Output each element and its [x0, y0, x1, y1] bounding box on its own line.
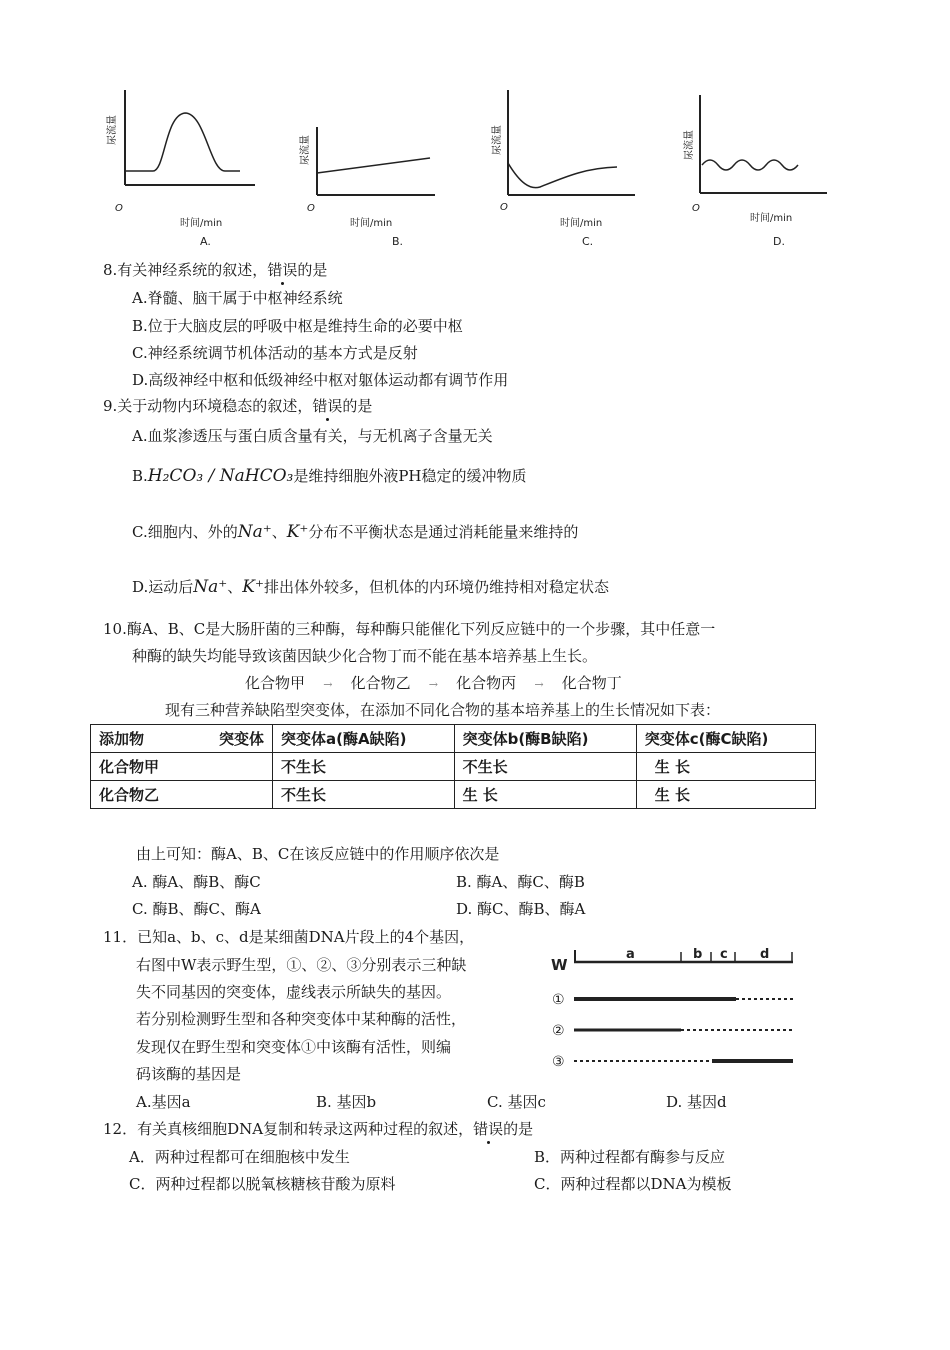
table-header: 突变体c(酶C缺陷)	[636, 725, 815, 753]
q9-option-d[interactable]: D.运动后Na⁺、K⁺排出体外较多，但机体的内环境仍维持相对稳定状态	[132, 577, 609, 597]
q12-option-c[interactable]: C．两种过程都以脱氧核糖核苷酸为原料	[129, 1175, 396, 1193]
chart-c-ylabel: 尿流量	[492, 125, 503, 155]
chart-d-label: D.	[773, 235, 785, 248]
q11-option-c[interactable]: C. 基因c	[487, 1093, 546, 1111]
q10-reaction-chain	[245, 673, 622, 695]
q10-option-b[interactable]: B. 酶A、酶C、酶B	[456, 873, 585, 891]
q12-emphasis: 错误	[473, 1120, 504, 1138]
q9-d-sodium-ion: Na⁺	[193, 577, 228, 597]
table-row	[91, 753, 816, 781]
q12-stem: 12．有关真核细胞DNA复制和转录这两种过程的叙述，错误的是	[103, 1120, 534, 1138]
q11-option-b[interactable]: B. 基因b	[316, 1093, 377, 1111]
chart-c-origin: O	[500, 202, 508, 213]
chart-b	[298, 127, 435, 248]
gene-a-label: a	[626, 947, 635, 962]
q10-stem-line1: 10.酶A、B、C是大肠肝菌的三种酶，每种酶只能催化下列反应链中的一个步骤，其中任意一	[103, 620, 716, 638]
gene-b-label: b	[693, 947, 703, 962]
q10-table-intro: 现有三种营养缺陷型突变体，在添加不同化合物的基本培养基上的生长情况如下表：	[165, 701, 721, 719]
q8-stem: 8.有关神经系统的叙述，错误的是	[103, 261, 328, 279]
q11-option-d[interactable]: D. 基因d	[666, 1093, 727, 1111]
mutant-2-label: ②	[552, 1023, 565, 1039]
chart-c-label: C.	[582, 235, 594, 248]
table-cell: 不生长	[273, 781, 455, 809]
table-cell: 化合物乙	[91, 781, 273, 809]
urine-flow-charts	[95, 85, 845, 250]
q9-c-potassium-ion: K⁺	[286, 522, 309, 542]
table-cell: 生 长	[636, 753, 815, 781]
q11-stem-line1: 11．已知a、b、c、d是某细菌DNA片段上的4个基因，	[103, 928, 475, 946]
q11-stem-line6: 码该酶的基因是	[136, 1065, 242, 1083]
table-cell: 化合物甲	[91, 753, 273, 781]
chart-a-origin: O	[115, 203, 123, 214]
chart-d-origin: O	[692, 203, 700, 214]
chart-d-xlabel: 时间/min	[750, 213, 793, 224]
chain-compound-1: 化合物甲	[245, 674, 306, 692]
q11-stem-line2: 右图中W表示野生型，①、②、③分别表示三种缺	[136, 956, 467, 974]
q9-d-potassium-ion: K⁺	[242, 577, 264, 597]
chart-c-xlabel: 时间/min	[560, 218, 603, 229]
table-cell: 不生长	[454, 753, 636, 781]
table-corner-cell: 添加物 突变体	[91, 725, 273, 753]
chart-b-curve	[317, 158, 430, 173]
chain-compound-4: 化合物丁	[561, 674, 622, 692]
q10-option-a[interactable]: A. 酶A、酶B、酶C	[132, 873, 261, 891]
q11-stem-line3: 失不同基因的突变体，虚线表示所缺失的基因。	[136, 983, 452, 1001]
q8-option-a[interactable]: A.脊髓、脑干属于中枢神经系统	[132, 289, 343, 307]
q10-option-c[interactable]: C. 酶B、酶C、酶A	[132, 900, 261, 918]
q8-option-c[interactable]: C.神经系统调节机体活动的基本方式是反射	[132, 344, 418, 362]
q11-stem-line4: 若分别检测野生型和各种突变体中某种酶的活性，	[136, 1010, 467, 1028]
wild-type-label: W	[551, 956, 568, 974]
q10-option-d[interactable]: D. 酶C、酶B、酶A	[456, 900, 586, 918]
chart-a-curve	[125, 113, 240, 171]
q9-buffer-formula: H₂CO₃ / NaHCO₃	[147, 466, 294, 486]
arrow-icon: →	[323, 678, 333, 691]
chart-a-ylabel: 尿流量	[107, 115, 118, 145]
table-cell: 不生长	[273, 753, 455, 781]
chart-d-curve	[702, 160, 798, 170]
chart-a-xlabel: 时间/min	[180, 218, 223, 229]
arrow-icon: →	[428, 678, 438, 691]
table-header-row	[91, 725, 816, 753]
table-row	[91, 781, 816, 809]
q9-c-sodium-ion: Na⁺	[237, 522, 272, 542]
q12-option-b[interactable]: B．两种过程都有酶参与反应	[534, 1148, 726, 1166]
q8-option-d[interactable]: D.高级神经中枢和低级神经中枢对躯体运动都有调节作用	[132, 371, 509, 389]
q9-option-b[interactable]: B.H₂CO₃ / NaHCO₃是维持细胞外液PH稳定的缓冲物质	[132, 466, 527, 486]
chain-compound-3: 化合物丙	[456, 674, 517, 692]
arrow-icon: →	[534, 678, 544, 691]
chart-a	[105, 90, 255, 248]
chart-d	[682, 95, 827, 248]
table-header: 突变体b(酶B缺陷)	[454, 725, 636, 753]
table-cell: 生 长	[454, 781, 636, 809]
chart-d-ylabel: 尿流量	[684, 130, 695, 160]
q12-option-d[interactable]: C．两种过程都以DNA为模板	[534, 1175, 732, 1193]
chart-c	[490, 90, 635, 248]
chart-b-ylabel: 尿流量	[300, 135, 311, 165]
table-cell: 生 长	[636, 781, 815, 809]
chart-c-curve	[508, 163, 617, 188]
gene-d-label: d	[760, 947, 770, 962]
mutant-3-label: ③	[552, 1054, 565, 1070]
q10-stem-line2: 种酶的缺失均能导致该菌因缺少化合物丁而不能在基本培养基上生长。	[132, 647, 598, 665]
q8-emphasis: 错误	[267, 261, 298, 279]
q8-option-b[interactable]: B.位于大脑皮层的呼吸中枢是维持生命的必要中枢	[132, 317, 463, 335]
chain-compound-2: 化合物乙	[350, 674, 411, 692]
chart-a-label: A.	[200, 235, 211, 248]
q9-emphasis: 错误	[312, 397, 343, 415]
q9-option-c[interactable]: C.细胞内、外的Na⁺、K⁺分布不平衡状态是通过消耗能量来维持的	[132, 522, 579, 542]
q11-stem-line5: 发现仅在野生型和突变体①中该酶有活性，则编	[136, 1038, 452, 1056]
chart-b-origin: O	[307, 203, 315, 214]
gene-deletion-figure	[548, 936, 803, 1076]
table-header: 突变体a(酶A缺陷)	[273, 725, 455, 753]
q12-option-a[interactable]: A．两种过程都可在细胞核中发生	[129, 1148, 350, 1166]
q9-stem: 9.关于动物内环境稳态的叙述，错误的是	[103, 397, 373, 415]
q10-growth-table	[90, 724, 816, 809]
q9-option-a[interactable]: A.血浆渗透压与蛋白质含量有关，与无机离子含量无关	[132, 427, 493, 445]
mutant-1-label: ①	[552, 992, 565, 1008]
gene-c-label: c	[720, 947, 728, 962]
chart-b-xlabel: 时间/min	[350, 218, 393, 229]
q11-option-a[interactable]: A.基因a	[136, 1093, 191, 1111]
chart-b-label: B.	[392, 235, 404, 248]
q10-conclusion: 由上可知：酶A、B、C在该反应链中的作用顺序依次是	[136, 845, 500, 863]
